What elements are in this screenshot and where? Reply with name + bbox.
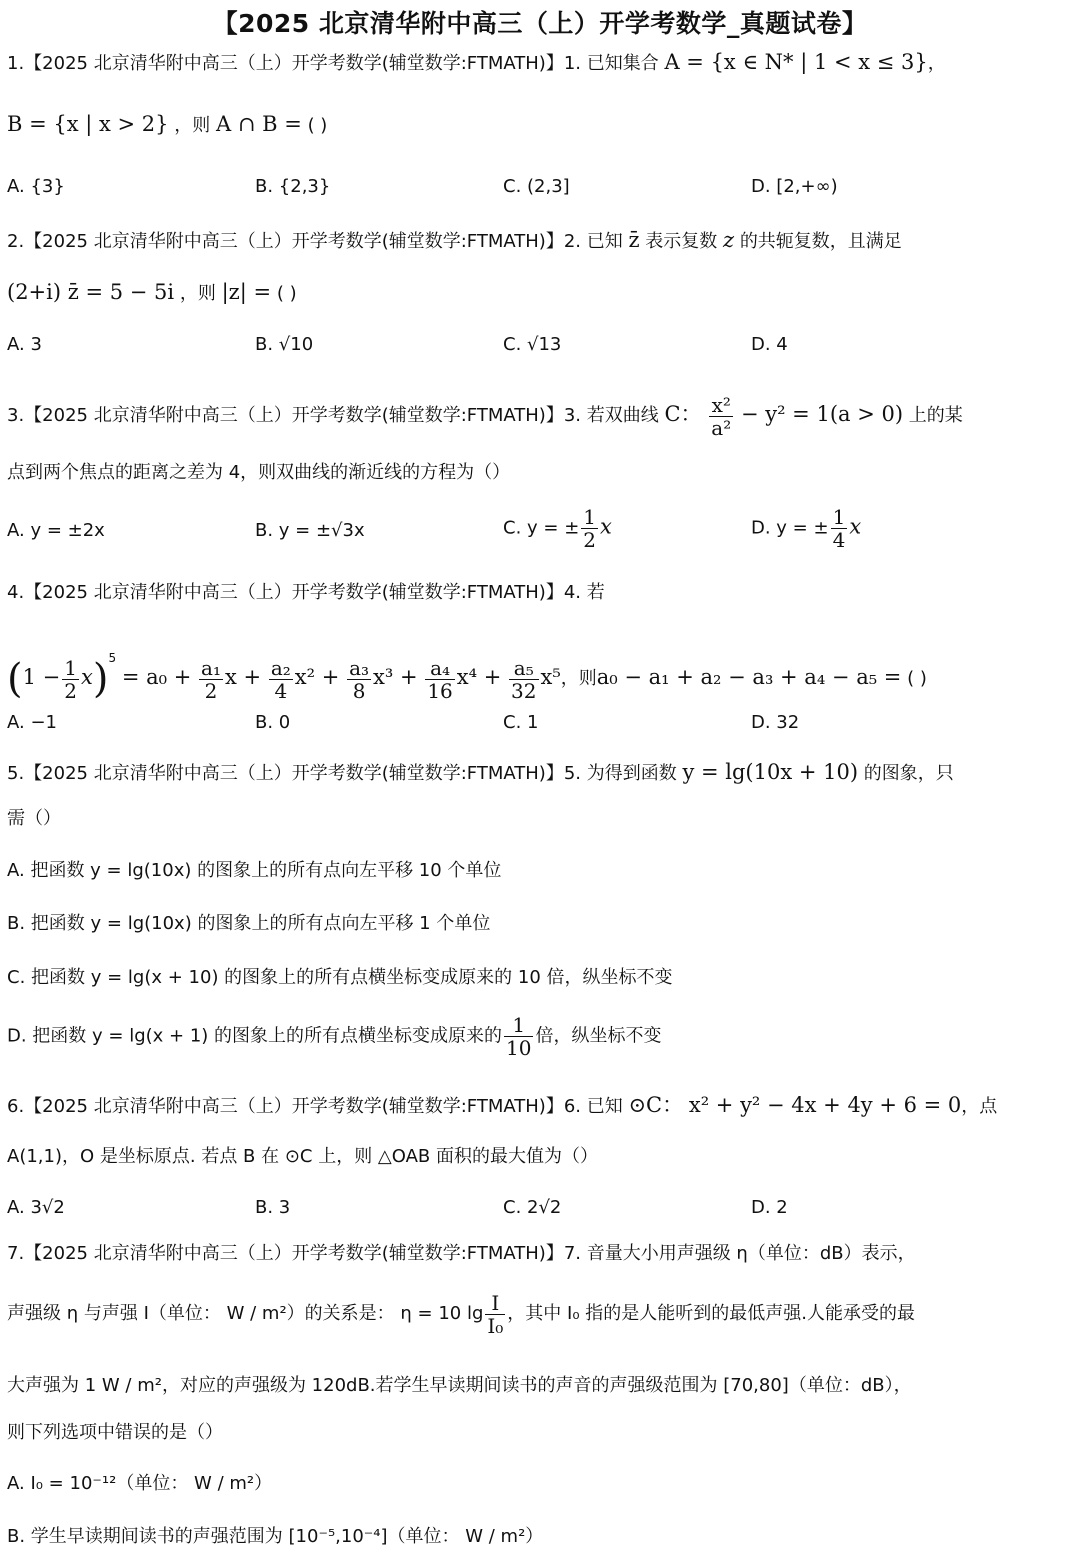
- q4-option-c[interactable]: C. 1: [503, 712, 539, 733]
- question-2-prefix: 2.【2025 北京清华附中高三（上）开学考数学(辅堂数学:FTMATH)】2. 已知: [7, 231, 623, 252]
- z-conjugate: z̄: [628, 228, 640, 252]
- q6-option-c[interactable]: C. 2√2: [503, 1197, 562, 1218]
- q1-option-a[interactable]: A. {3}: [7, 176, 65, 197]
- question-1-mid: ，则: [174, 115, 211, 136]
- question-1-stem-2: [7, 112, 327, 138]
- term-4: x⁴ +: [456, 665, 502, 689]
- hyperbola-rest: − y² = 1(a > 0): [740, 402, 904, 426]
- q7-option-a[interactable]: A. I₀ = 10⁻¹²（单位： W / m²）: [7, 1473, 273, 1494]
- x-var: x: [600, 514, 612, 539]
- question-6-stem-2: A(1,1)，O 是坐标原点. 若点 B 在 ⊙C 上，则 △OAB 面积的最大值为（）: [7, 1146, 599, 1167]
- question-4-then: ，则: [560, 668, 597, 689]
- q2-option-d[interactable]: D. 4: [751, 334, 788, 355]
- circle-c: ⊙C：: [628, 1093, 684, 1117]
- frac-num: a₅: [509, 657, 538, 680]
- question-7-stem-2: [7, 1290, 915, 1338]
- question-7-formula-suffix: ，其中 I₀ 指的是人能听到的最低声强.人能承受的最: [507, 1303, 915, 1324]
- q3-option-d[interactable]: [751, 506, 861, 551]
- circle-equation: x² + y² − 4x + 4y + 6 = 0: [688, 1093, 962, 1117]
- hyperbola-c: C：: [664, 402, 702, 426]
- set-a: A = {x ∈ N* | 1 < x ≤ 3}: [664, 50, 928, 74]
- q4-option-d[interactable]: D. 32: [751, 712, 800, 733]
- question-1-paren: ( ): [307, 115, 328, 136]
- frac-den: a²: [711, 415, 732, 440]
- question-4-ask: a₀ − a₁ + a₂ − a₃ + a₄ − a₅ =: [596, 665, 902, 689]
- question-3-stem-2: 点到两个焦点的距离之差为 4，则双曲线的渐近线的方程为（）: [7, 462, 511, 483]
- q1-option-b[interactable]: B. {2,3}: [255, 176, 331, 197]
- question-2-ask: |z| =: [221, 280, 272, 304]
- q3-option-b[interactable]: B. y = ±√3x: [255, 520, 365, 541]
- q5-option-a[interactable]: A. 把函数 y = lg(10x) 的图象上的所有点向左平移 10 个单位: [7, 860, 502, 881]
- frac-num: a₁: [201, 655, 221, 680]
- q1-option-d[interactable]: D. [2,+∞): [751, 176, 838, 197]
- q5-option-c[interactable]: C. 把函数 y = lg(x + 10) 的图象上的所有点横坐标变成原来的 10 倍，纵坐标不变: [7, 967, 673, 988]
- z-variable: z: [723, 228, 735, 252]
- frac-den: I₀: [487, 1313, 504, 1338]
- question-4-stem: 4.【2025 北京清华附中高三（上）开学考数学(辅堂数学:FTMATH)】4. 若: [7, 582, 605, 603]
- fraction-a1: [199, 657, 223, 702]
- question-2-stem: [7, 228, 902, 254]
- question-4-equation: [7, 630, 927, 707]
- question-5-end: 的图象，只: [863, 763, 954, 784]
- question-6-prefix: 6.【2025 北京清华附中高三（上）开学考数学(辅堂数学:FTMATH)】6. 已知: [7, 1096, 623, 1117]
- fraction-a3: [347, 657, 371, 702]
- term-2: x² +: [294, 665, 340, 689]
- q3-option-d-prefix: D. y = ±: [751, 517, 829, 539]
- question-5-stem-2: 需（）: [7, 808, 61, 829]
- question-2-end: 的共轭复数，且满足: [739, 231, 902, 252]
- frac-den: 8: [352, 678, 366, 703]
- fraction-x2-a2: [709, 394, 733, 439]
- question-7-stem-3: 大声强为 1 W / m²，对应的声强级为 120dB.若学生早读期间读书的声音的声强级范围为 [70,80]（单位：dB），: [7, 1375, 912, 1396]
- question-2-stem-2: [7, 280, 297, 306]
- question-1-prefix: 1.【2025 北京清华附中高三（上）开学考数学(辅堂数学:FTMATH)】1. 已知集合: [7, 53, 659, 74]
- q3-option-c-prefix: C. y = ±: [503, 517, 580, 539]
- question-4-paren: ( ): [907, 668, 927, 689]
- frac-num: a₃: [349, 655, 370, 680]
- frac-num: x²: [709, 394, 733, 417]
- x-var: x: [80, 665, 93, 689]
- fraction-one-tenth: [504, 1014, 533, 1059]
- power-5: 5: [108, 651, 117, 665]
- frac-den: 32: [511, 678, 537, 703]
- frac-den: 2: [204, 678, 218, 703]
- one-minus: 1 −: [22, 665, 61, 689]
- question-5-stem: [7, 760, 954, 786]
- frac-num: 1: [583, 505, 597, 529]
- paren-close: ): [92, 656, 109, 702]
- page-title: 【2025 北京清华附中高三（上）开学考数学_真题试卷】: [212, 9, 868, 38]
- q2-option-b[interactable]: B. √10: [255, 334, 314, 355]
- frac-den: 2: [64, 678, 77, 703]
- frac-den: 2: [583, 528, 597, 552]
- fraction-half: [581, 506, 598, 551]
- question-5-function: y = lg(10x + 10): [682, 760, 859, 784]
- q7-option-b[interactable]: B. 学生早读期间读书的声强范围为 [10⁻⁵,10⁻⁴]（单位： W / m²）: [7, 1526, 544, 1547]
- q3-option-c[interactable]: [503, 506, 612, 551]
- frac-den: 4: [274, 678, 288, 703]
- frac-num: I: [485, 1292, 505, 1315]
- question-1-stem: [7, 50, 946, 76]
- term-5: x⁵: [540, 665, 561, 689]
- question-5-prefix: 5.【2025 北京清华附中高三（上）开学考数学(辅堂数学:FTMATH)】5. 为得到函数: [7, 763, 677, 784]
- frac-num: a₄: [425, 657, 454, 680]
- fraction-half: [62, 657, 79, 702]
- q2-option-a[interactable]: A. 3: [7, 334, 42, 355]
- term-3: x³ +: [373, 665, 418, 689]
- q5-option-d[interactable]: [7, 1014, 661, 1059]
- q5-option-d-prefix: D. 把函数 y = lg(x + 1) 的图象上的所有点横坐标变成原来的: [7, 1025, 503, 1047]
- fraction-quarter: [831, 506, 848, 551]
- frac-den: 16: [427, 678, 453, 703]
- question-7-stem-4: 则下列选项中错误的是（）: [7, 1422, 223, 1443]
- fraction-a2: [269, 657, 293, 702]
- question-6-stem: [7, 1093, 997, 1119]
- question-3-prefix: 3.【2025 北京清华附中高三（上）开学考数学(辅堂数学:FTMATH)】3. 若双曲线: [7, 405, 659, 426]
- question-3-end: 上的某: [908, 405, 963, 426]
- paren-open: (: [7, 656, 23, 702]
- frac-num: 1: [832, 505, 846, 529]
- frac-num: a₂: [270, 655, 291, 680]
- q6-option-b[interactable]: B. 3: [255, 1197, 291, 1218]
- frac-num: 1: [504, 1014, 533, 1037]
- question-7-stem: 7.【2025 北京清华附中高三（上）开学考数学(辅堂数学:FTMATH)】7. 音量大小用声强级 η（单位：dB）表示，: [7, 1243, 916, 1264]
- question-7-formula-prefix: 声强级 η 与声强 I（单位： W / m²）的关系是： η = 10 lg: [7, 1303, 484, 1324]
- frac-den: 10: [506, 1036, 532, 1060]
- q6-option-d[interactable]: D. 2: [751, 1197, 788, 1218]
- q2-option-c[interactable]: C. √13: [503, 334, 562, 355]
- fraction-i-over-i0: [485, 1292, 505, 1337]
- question-3-stem: [7, 390, 963, 440]
- fraction-a4: [425, 657, 454, 702]
- q1-option-c[interactable]: C. (2,3]: [503, 176, 570, 197]
- question-2-equation: (2+i) z̄ = 5 − 5i: [7, 280, 175, 304]
- x-var: x: [849, 514, 862, 539]
- question-2-then: ，则: [179, 283, 216, 304]
- set-b: B = {x | x > 2}: [7, 112, 169, 136]
- q5-option-d-suffix: 倍，纵坐标不变: [535, 1025, 662, 1047]
- fraction-a5: [509, 657, 538, 702]
- q4-option-a[interactable]: A. −1: [7, 712, 57, 733]
- comma: ，: [927, 53, 946, 74]
- question-6-end: ，点: [961, 1096, 998, 1117]
- q6-option-a[interactable]: A. 3√2: [7, 1197, 65, 1218]
- question-2-paren: ( ): [276, 283, 297, 304]
- q3-option-a[interactable]: A. y = ±2x: [7, 520, 105, 541]
- question-1-expr: A ∩ B =: [216, 112, 302, 136]
- question-2-mid: 表示复数: [645, 231, 718, 252]
- frac-den: 4: [832, 528, 846, 552]
- term-1: x +: [224, 665, 262, 689]
- term-a0: = a₀ +: [121, 665, 192, 689]
- q4-option-b[interactable]: B. 0: [255, 712, 291, 733]
- q5-option-b[interactable]: B. 把函数 y = lg(10x) 的图象上的所有点向左平移 1 个单位: [7, 913, 491, 934]
- frac-num: 1: [64, 655, 77, 680]
